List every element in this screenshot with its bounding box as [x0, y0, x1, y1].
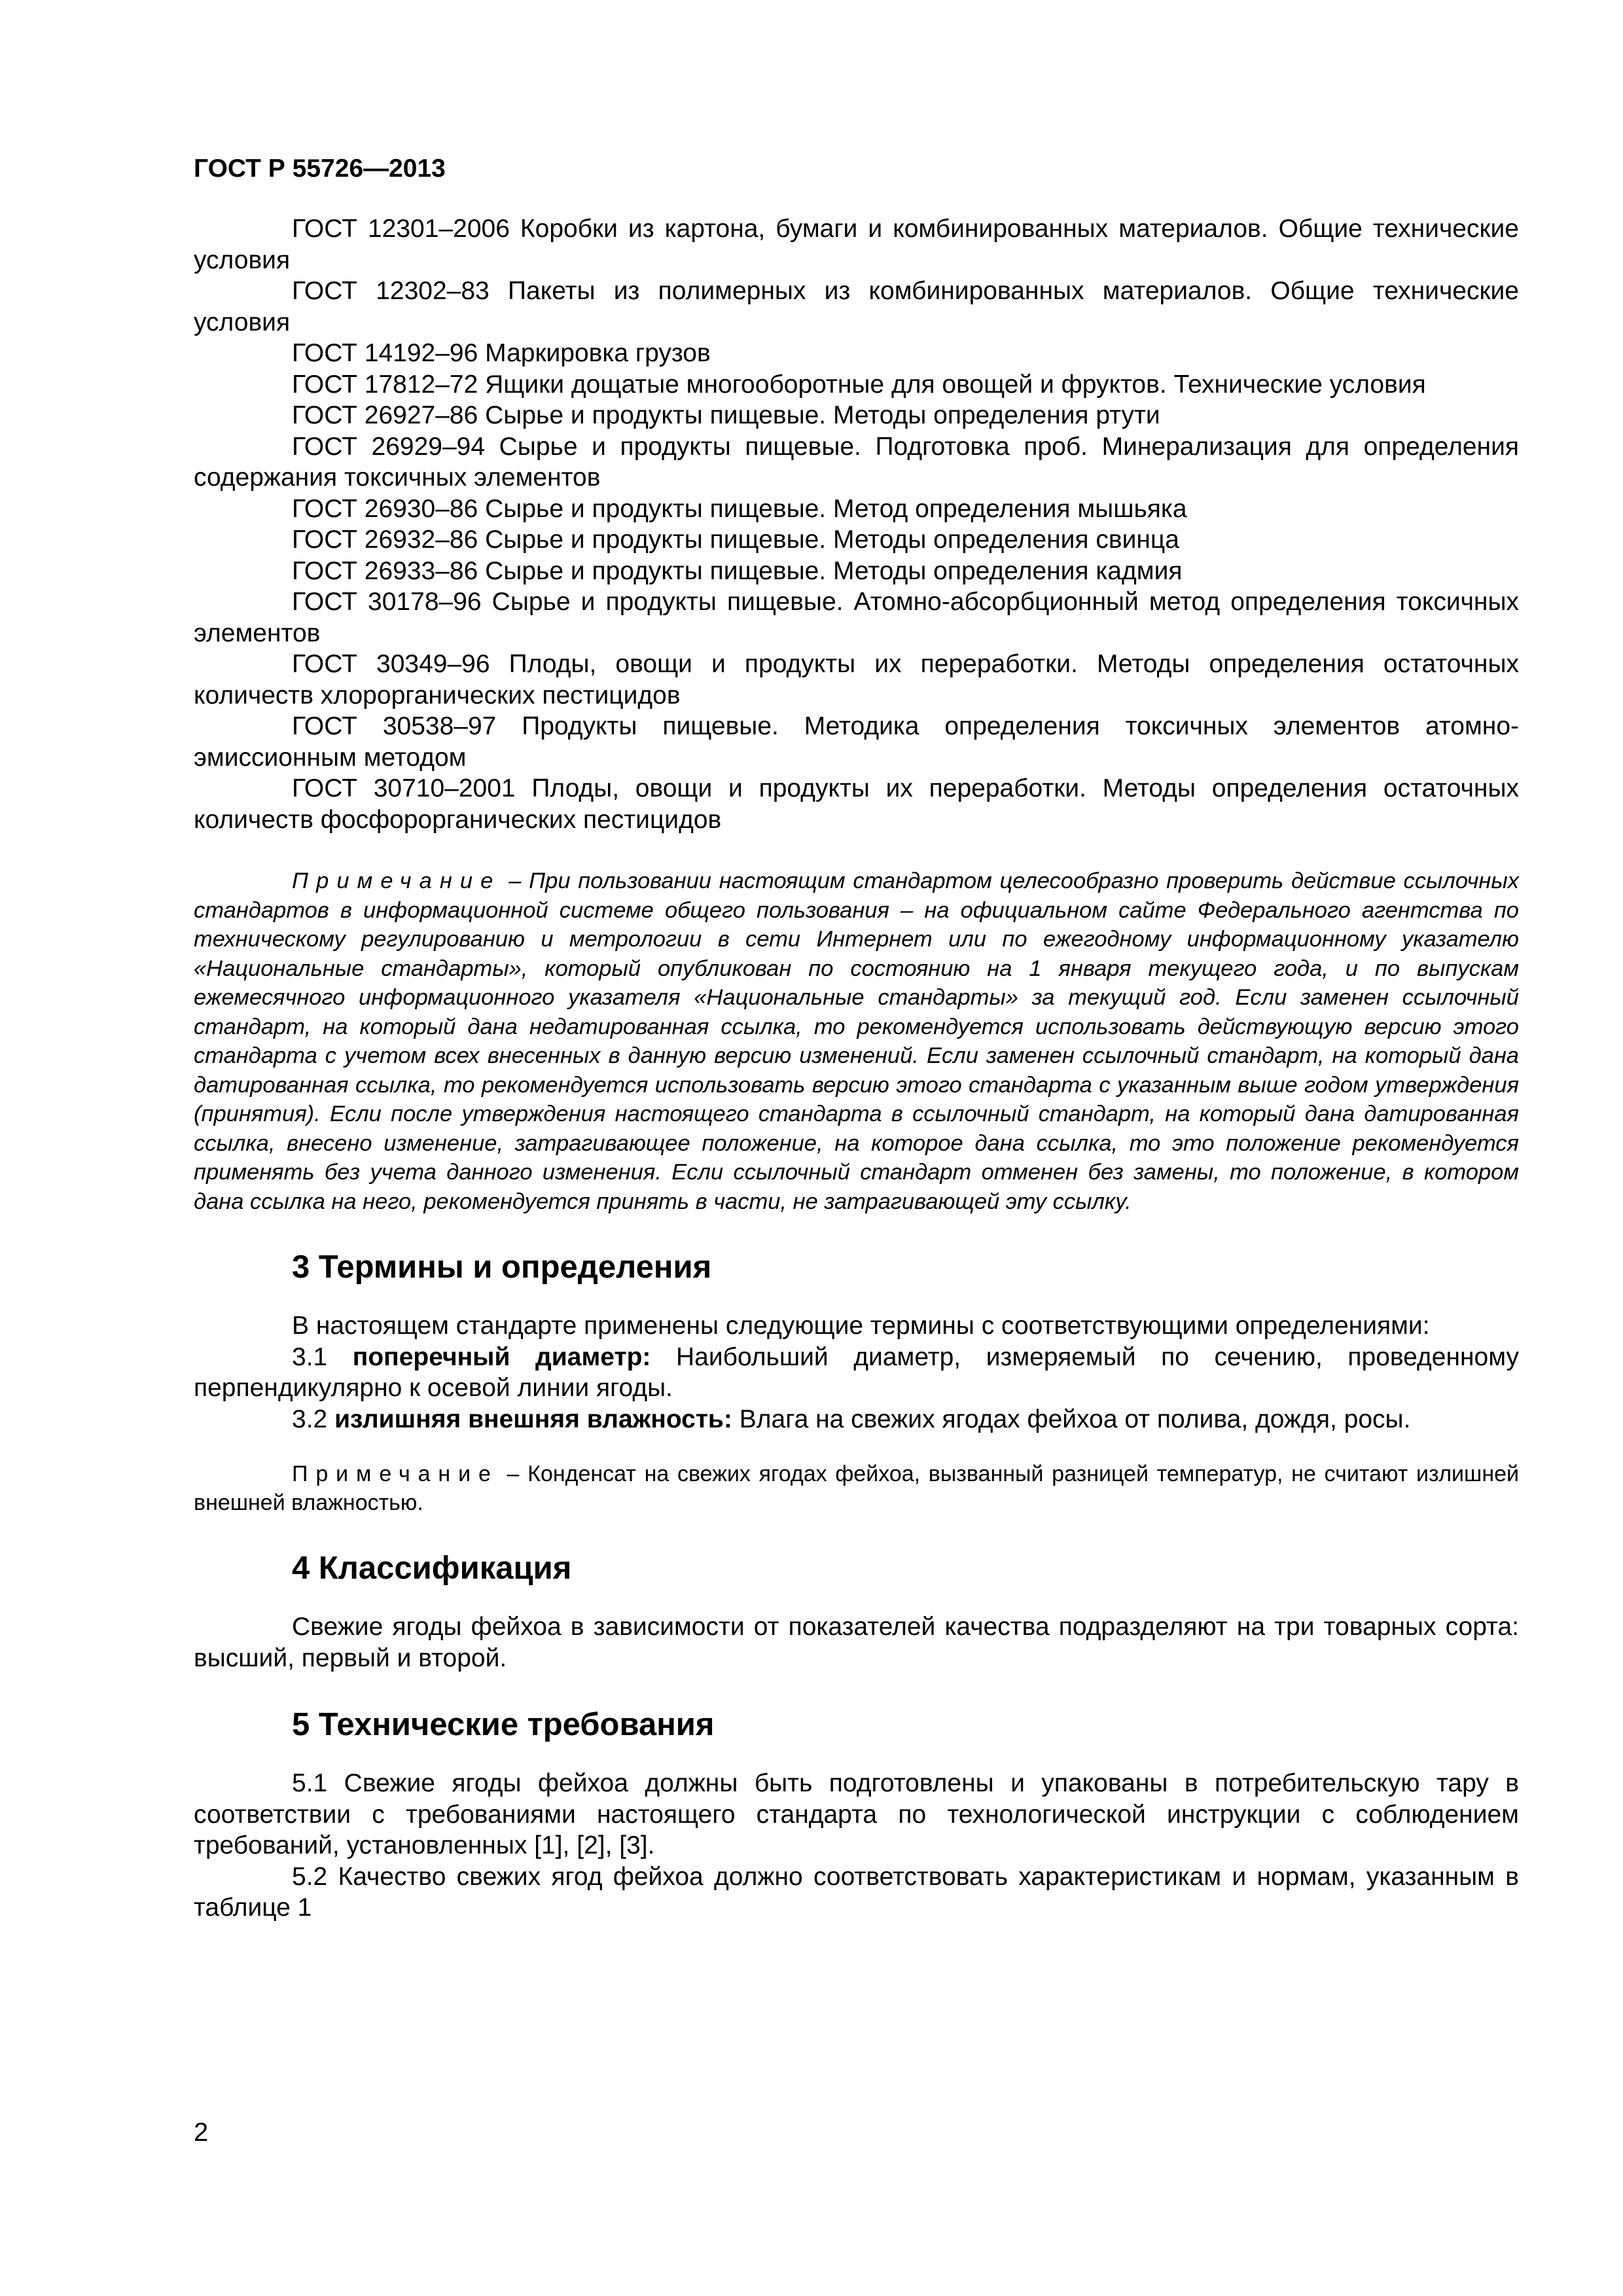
reference-item: ГОСТ 26932–86 Сырье и продукты пищевые. Методы определения свинца: [292, 526, 1179, 554]
reference-item: ГОСТ 26927–86 Сырье и продукты пищевые. Методы определения ртути: [292, 401, 1160, 429]
section-4-text: Свежие ягоды фейхоа в зависимости от показателей качества подразделяют на три товарных сорта: высший, первый и второй.: [194, 1613, 1519, 1672]
term-definition: Наибольший диаметр, измеряемый по сечению, проведенному перпендикулярно к осевой линии ягоды.: [194, 1342, 1519, 1402]
term-3-2: [194, 1404, 1519, 1435]
reference-item: ГОСТ 14192–96 Маркировка грузов: [292, 339, 711, 367]
references-list: [194, 213, 1519, 835]
term-definition: Влага на свежих ягодах фейхоа от полива, дождя, росы.: [739, 1405, 1411, 1433]
section-5-2: 5.2 Качество свежих ягод фейхоа должно соответствовать характеристикам и нормам, указанным в таблице 1: [194, 1862, 1519, 1922]
reference-item: ГОСТ 30710–2001 Плоды, овощи и продукты их переработки. Методы определения остаточных количеств фосфорорганических пестицидов: [194, 774, 1519, 834]
term-number: 3.2: [292, 1405, 328, 1433]
document-header: ГОСТ Р 55726—2013: [194, 154, 446, 183]
note-label: Примечание: [292, 1462, 499, 1486]
section-5-1: 5.1 Свежие ягоды фейхоа должны быть подготовлены и упакованы в потребительскую тару в соответствии с требованиями настоящего стандарта по технологической инструкции с соблюдением требований, установленных [1], [2], [3].: [194, 1769, 1519, 1859]
term-name: поперечный диаметр:: [352, 1342, 651, 1371]
note-label: Примечание: [292, 869, 501, 893]
reference-item: ГОСТ 17812–72 Ящики дощатые многооборотные для овощей и фруктов. Технические условия: [292, 370, 1426, 399]
section-3-note: [194, 1460, 1519, 1517]
references-note: [194, 867, 1519, 1216]
reference-item: ГОСТ 30538–97 Продукты пищевые. Методика определения токсичных элементов атомно-эмиссионным методом: [194, 712, 1519, 772]
reference-item: ГОСТ 12301–2006 Коробки из картона, бумаги и комбинированных материалов. Общие технические условия: [194, 215, 1519, 274]
document-body: [194, 213, 1519, 1924]
section-5-title: 5 Технические требования: [292, 1707, 715, 1742]
term-name: излишняя внешняя влажность:: [334, 1405, 732, 1433]
term-number: 3.1: [292, 1342, 328, 1371]
reference-item: ГОСТ 26929–94 Сырье и продукты пищевые. Подготовка проб. Минерализация для определения содержания токсичных элементов: [194, 432, 1519, 492]
section-3-title: 3 Термины и определения: [292, 1249, 712, 1285]
note-text: – Конденсат на свежих ягодах фейхоа, вызванный разницей температур, не считают излишней внешней влажностью.: [194, 1462, 1520, 1515]
reference-item: ГОСТ 12302–83 Пакеты из полимерных из комбинированных материалов. Общие технические условия: [194, 277, 1519, 336]
term-3-1: [194, 1342, 1519, 1404]
page-number: 2: [194, 2118, 209, 2147]
reference-item: ГОСТ 30349–96 Плоды, овощи и продукты их переработки. Методы определения остаточных количеств хлорорганических пестицидов: [194, 650, 1519, 709]
reference-item: ГОСТ 26933–86 Сырье и продукты пищевые. Методы определения кадмия: [292, 556, 1183, 585]
reference-item: ГОСТ 30178–96 Сырье и продукты пищевые. Атомно-абсорбционный метод определения токсичных элементов: [194, 588, 1519, 647]
note-text: – При пользовании настоящим стандартом целесообразно проверить действие ссылочных стандартов в информационной системе общего пользования – на официальном сайте Федерального агентства по техническому регулированию и метрологии в сети Интернет или по ежегодному информационному указателю «Национальные стандарты», который опубликован по состоянию на 1 января текущего года, и по выпускам ежемесячного информационного указателя «Национальные стандарты» за текущий год. Если заменен ссылочный стандарт, на который дана недатированная ссылка, то рекомендуется использовать действующую версию этого стандарта с учетом всех внесенных в данную версию изменений. Если заменен ссылочный стандарт, на который дана датированная ссылка, то рекомендуется использовать версию этого стандарта с указанным выше годом утверждения (принятия). Если после утверждения настоящего стандарта в ссылочный стандарт, на который дана датированная ссылка, внесено изменение, затрагивающее положение, на которое дана ссылка, то это положение рекомендуется применять без учета данного изменения. Если ссылочный стандарт отменен без замены, то положение, в котором дана ссылка на него, рекомендуется принять в части, не затрагивающей эту ссылку.: [194, 869, 1520, 1214]
reference-item: ГОСТ 26930–86 Сырье и продукты пищевые. Метод определения мышьяка: [292, 494, 1187, 523]
section-3-intro: В настоящем стандарте применены следующие термины с соответствующими определениями:: [292, 1312, 1430, 1340]
section-4-title: 4 Классификация: [292, 1551, 572, 1586]
